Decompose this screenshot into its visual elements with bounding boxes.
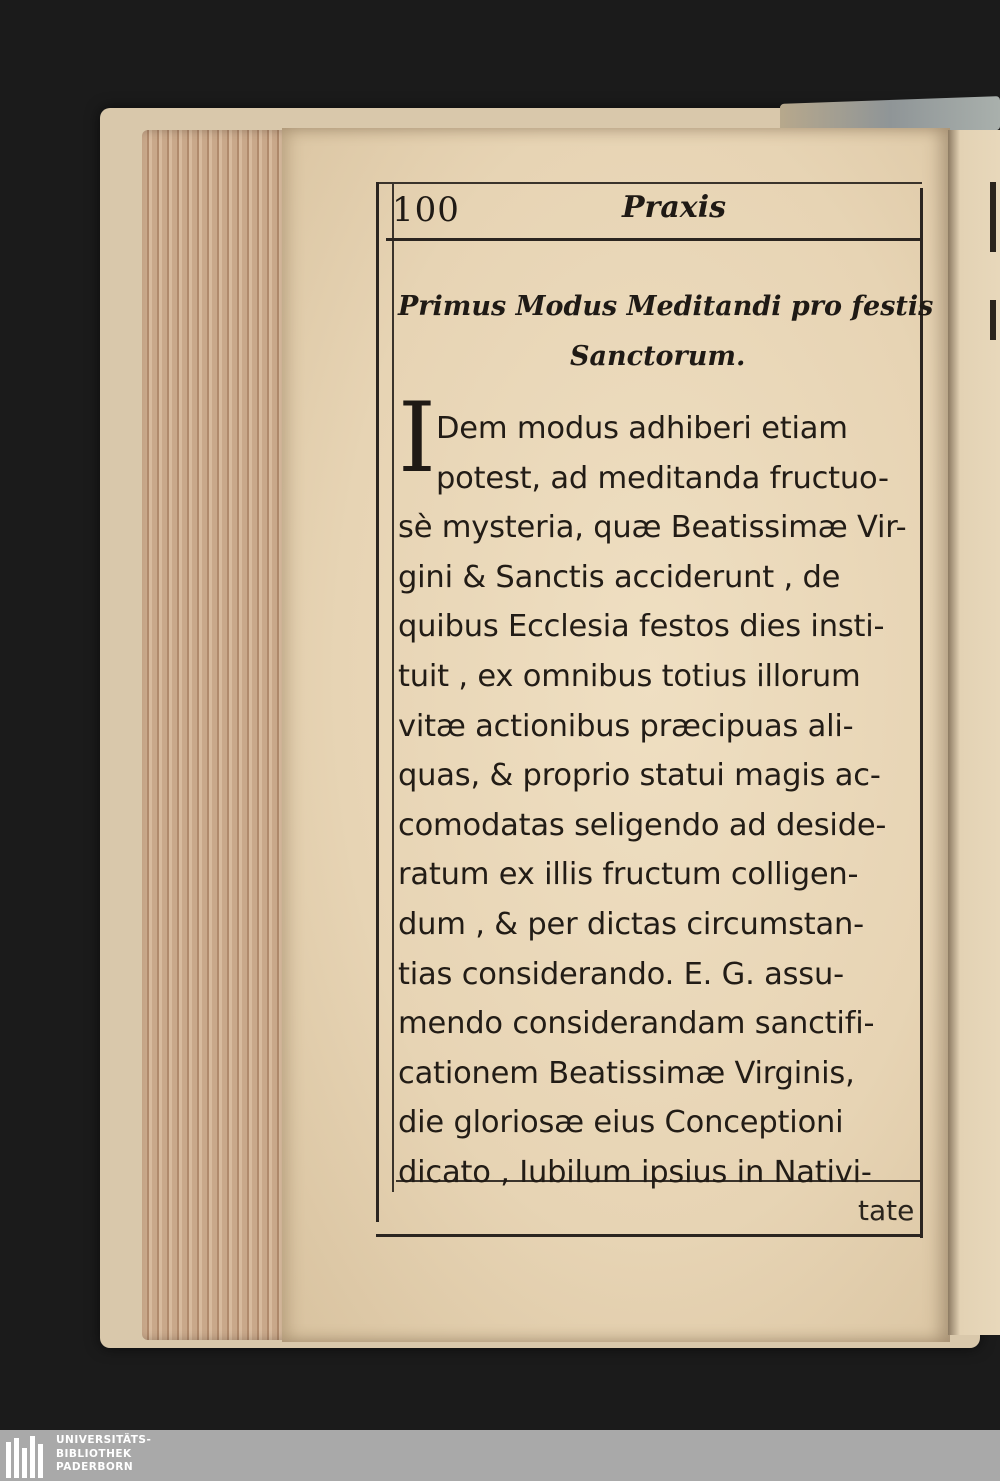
frame-rule-left [376, 182, 379, 1222]
section-heading-line: Primus Modus Meditandi pro festis [398, 291, 934, 322]
facing-page-ink [990, 300, 996, 340]
text-line: mendo considerandam sanctifi- [398, 1006, 875, 1042]
section-heading-line: Sanctorum. [570, 341, 746, 372]
text-line: cationem Beatissimæ Virginis, [398, 1055, 855, 1091]
text-line: tuit , ex omnibus totius illorum [398, 658, 861, 694]
library-footer [0, 1430, 1000, 1481]
text-line: dicato , Iubilum ipsius in Nativi- [398, 1154, 872, 1190]
running-head: Praxis [622, 190, 726, 225]
headline-rule [386, 238, 920, 241]
frame-rule-left-inner [392, 182, 394, 1192]
text-line: potest, ad meditanda fructuo- [436, 460, 889, 496]
frame-rule-base [376, 1234, 922, 1237]
text-line: gini & Sanctis acciderunt , de [398, 559, 841, 595]
text-line: dum , & per dictas circumstan- [398, 906, 864, 942]
catchword: tate [858, 1194, 915, 1227]
library-logo-line: UNIVERSITÄTS- [56, 1434, 152, 1446]
facing-page-ink [990, 182, 996, 252]
text-line: tias considerando. E. G. assu- [398, 956, 844, 992]
text-line: quas, & proprio statui magis ac- [398, 758, 881, 794]
page-edges [142, 130, 292, 1340]
drop-initial: I [398, 382, 436, 494]
library-logo-line: PADERBORN [56, 1461, 134, 1473]
library-logo-text [56, 1434, 151, 1475]
text-line: ratum ex illis fructum colligen- [398, 857, 859, 893]
library-logo-icon [6, 1434, 50, 1478]
text-line: sè mysteria, quæ Beatissimæ Vir- [398, 510, 907, 546]
text-line: vitæ actionibus præcipuas ali- [398, 708, 854, 744]
text-line: comodatas seligendo ad deside- [398, 807, 887, 843]
section-heading [398, 282, 934, 382]
body-text [398, 404, 922, 1198]
page-number: 100 [392, 190, 460, 230]
text-line: quibus Ecclesia festos dies insti- [398, 609, 885, 645]
text-line: die gloriosæ eius Conceptioni [398, 1105, 844, 1141]
frame-rule-top [376, 182, 922, 184]
text-line: Dem modus adhiberi etiam [436, 411, 848, 446]
library-logo-line: BIBLIOTHEK [56, 1447, 132, 1460]
